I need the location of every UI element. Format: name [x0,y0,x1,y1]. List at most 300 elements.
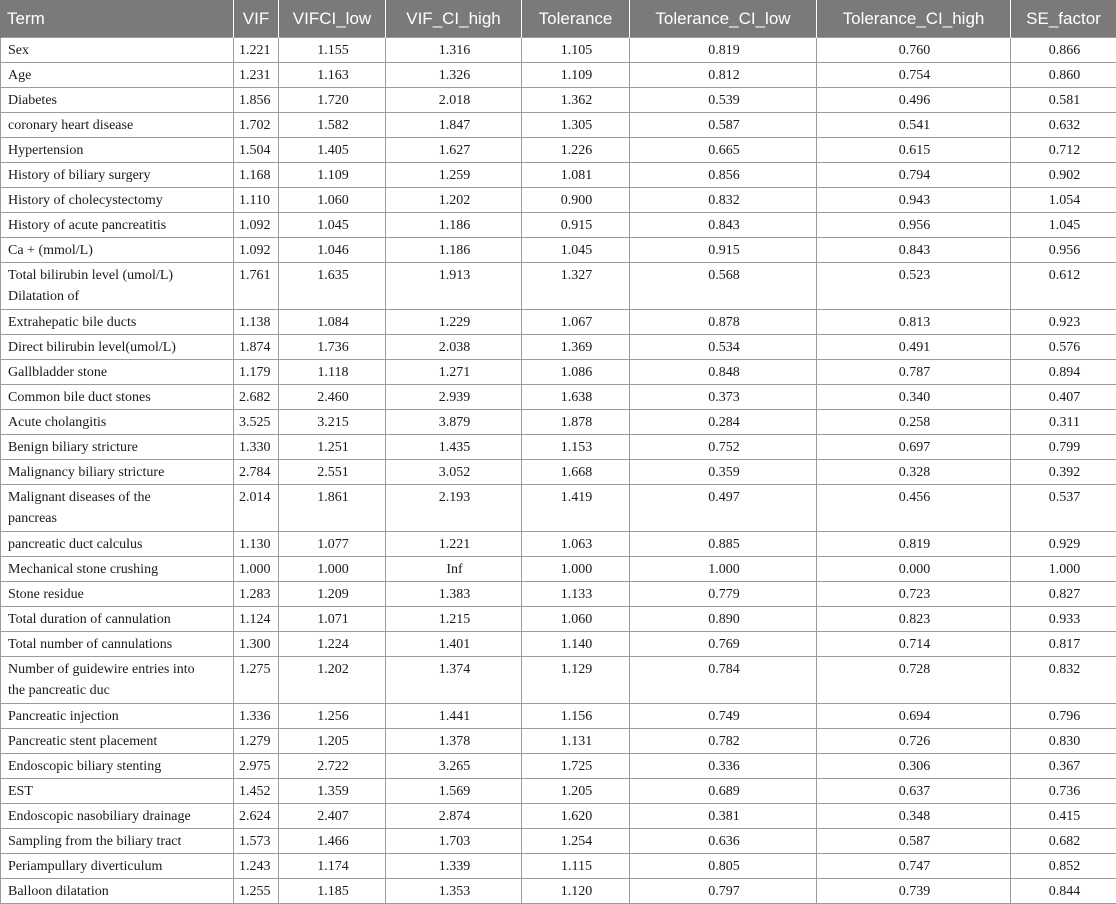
term-label: Direct bilirubin level(umol/L) [8,340,176,355]
vif-cell: 2.784 [234,460,279,485]
term-label: Total bilirubin level (umol/L) [8,268,173,283]
tolerance-ci-high-cell: 0.637 [817,779,1011,804]
tolerance-cell: 1.305 [522,113,630,138]
table-row [1,310,1116,335]
tolerance-ci-high-cell: 0.843 [817,238,1011,263]
se-factor-cell: 1.000 [1011,557,1116,582]
tolerance-cell: 1.362 [522,88,630,113]
tolerance-ci-high-cell: 0.541 [817,113,1011,138]
vif-cell: 2.975 [234,754,279,779]
table-body [1,38,1116,904]
term-cell [1,410,234,435]
table-row [1,385,1116,410]
term-label: Balloon dilatation [8,884,109,899]
vif-ci-low-cell: 1.635 [279,263,386,310]
term-label: Extrahepatic bile ducts [8,315,136,330]
tolerance-ci-low-cell: 0.665 [630,138,817,163]
vif-cell: 1.000 [234,557,279,582]
tolerance-ci-high-cell: 0.794 [817,163,1011,188]
term-label: Ca + (mmol/L) [8,243,93,258]
header-term: Term [1,0,234,38]
header-vif-ci-high: VIF_CI_high [386,0,522,38]
vif-ci-low-cell: 1.861 [279,485,386,532]
vif-ci-low-cell: 1.118 [279,360,386,385]
tolerance-cell: 1.063 [522,532,630,557]
vif-ci-low-cell: 1.209 [279,582,386,607]
se-factor-cell: 0.844 [1011,879,1116,904]
tolerance-cell: 1.115 [522,854,630,879]
table-row [1,63,1116,88]
term-label: Periampullary diverticulum [8,859,162,874]
vif-ci-low-cell: 1.224 [279,632,386,657]
tolerance-ci-high-cell: 0.760 [817,38,1011,63]
vif-cell: 1.283 [234,582,279,607]
header-row [1,0,1116,38]
tolerance-cell: 1.327 [522,263,630,310]
vif-cell: 1.179 [234,360,279,385]
table-row [1,263,1116,310]
vif-cell: 2.014 [234,485,279,532]
header-tolerance: Tolerance [522,0,630,38]
vif-ci-low-cell: 1.202 [279,657,386,704]
term-label: History of cholecystectomy [8,193,163,208]
term-cell [1,113,234,138]
tolerance-ci-low-cell: 0.534 [630,335,817,360]
tolerance-ci-low-cell: 0.878 [630,310,817,335]
vif-ci-high-cell: 2.193 [386,485,522,532]
vif-cell: 1.138 [234,310,279,335]
tolerance-ci-low-cell: 0.539 [630,88,817,113]
vif-ci-high-cell: 1.378 [386,729,522,754]
table-row [1,485,1116,532]
term-label-line2: the pancreatic duc [8,683,110,698]
vif-ci-low-cell: 1.256 [279,704,386,729]
term-cell [1,557,234,582]
term-label: pancreatic duct calculus [8,537,142,552]
vif-cell: 1.573 [234,829,279,854]
tolerance-ci-low-cell: 0.779 [630,582,817,607]
tolerance-ci-low-cell: 0.568 [630,263,817,310]
table-row [1,582,1116,607]
vif-ci-high-cell: 1.374 [386,657,522,704]
vif-ci-low-cell: 2.407 [279,804,386,829]
vif-ci-high-cell: 1.383 [386,582,522,607]
vif-ci-low-cell: 1.736 [279,335,386,360]
se-factor-cell: 0.923 [1011,310,1116,335]
term-cell [1,138,234,163]
tolerance-cell: 1.725 [522,754,630,779]
tolerance-cell: 1.086 [522,360,630,385]
term-label: Number of guidewire entries into [8,662,195,677]
vif-ci-low-cell: 1.155 [279,38,386,63]
tolerance-ci-low-cell: 0.819 [630,38,817,63]
tolerance-cell: 1.153 [522,435,630,460]
term-cell [1,38,234,63]
vif-ci-high-cell: 3.265 [386,754,522,779]
vif-ci-low-cell: 1.163 [279,63,386,88]
table-row [1,435,1116,460]
tolerance-cell: 0.900 [522,188,630,213]
se-factor-cell: 1.045 [1011,213,1116,238]
vif-ci-high-cell: 1.326 [386,63,522,88]
vif-ci-low-cell: 1.109 [279,163,386,188]
vif-ci-high-cell: 1.847 [386,113,522,138]
term-cell [1,310,234,335]
term-cell [1,582,234,607]
vif-ci-high-cell: 3.052 [386,460,522,485]
tolerance-ci-low-cell: 0.856 [630,163,817,188]
vif-cell: 1.092 [234,238,279,263]
vif-cell: 1.336 [234,704,279,729]
tolerance-cell: 1.638 [522,385,630,410]
se-factor-cell: 0.367 [1011,754,1116,779]
se-factor-cell: 0.860 [1011,63,1116,88]
tolerance-ci-low-cell: 0.336 [630,754,817,779]
term-label: Endoscopic biliary stenting [8,759,161,774]
tolerance-cell: 1.105 [522,38,630,63]
tolerance-cell: 1.060 [522,607,630,632]
term-label: Benign biliary stricture [8,440,138,455]
term-cell [1,88,234,113]
tolerance-cell: 1.067 [522,310,630,335]
tolerance-ci-high-cell: 0.754 [817,63,1011,88]
tolerance-ci-high-cell: 0.348 [817,804,1011,829]
se-factor-cell: 0.799 [1011,435,1116,460]
tolerance-ci-low-cell: 0.381 [630,804,817,829]
tolerance-ci-low-cell: 0.832 [630,188,817,213]
term-cell [1,879,234,904]
table-row [1,532,1116,557]
tolerance-cell: 1.226 [522,138,630,163]
term-cell [1,213,234,238]
term-cell [1,460,234,485]
vif-ci-high-cell: 3.879 [386,410,522,435]
vif-ci-low-cell: 2.722 [279,754,386,779]
tolerance-cell: 1.254 [522,829,630,854]
vif-cell: 1.504 [234,138,279,163]
term-cell [1,263,234,310]
se-factor-cell: 0.956 [1011,238,1116,263]
vif-ci-low-cell: 1.205 [279,729,386,754]
term-cell [1,607,234,632]
tolerance-cell: 1.620 [522,804,630,829]
header-vif: VIF [234,0,279,38]
se-factor-cell: 0.612 [1011,263,1116,310]
vif-ci-low-cell: 1.359 [279,779,386,804]
tolerance-ci-high-cell: 0.523 [817,263,1011,310]
tolerance-ci-low-cell: 0.797 [630,879,817,904]
tolerance-ci-high-cell: 0.943 [817,188,1011,213]
se-factor-cell: 0.682 [1011,829,1116,854]
table-row [1,657,1116,704]
table-row [1,138,1116,163]
tolerance-ci-low-cell: 0.749 [630,704,817,729]
table-row [1,38,1116,63]
vif-ci-low-cell: 1.251 [279,435,386,460]
term-cell [1,632,234,657]
vif-cell: 1.279 [234,729,279,754]
term-cell [1,238,234,263]
table-row [1,335,1116,360]
se-factor-cell: 0.827 [1011,582,1116,607]
table-row [1,557,1116,582]
vif-ci-low-cell: 1.084 [279,310,386,335]
se-factor-cell: 0.933 [1011,607,1116,632]
vif-cell: 1.702 [234,113,279,138]
vif-cell: 1.130 [234,532,279,557]
vif-cell: 1.275 [234,657,279,704]
table-row [1,879,1116,904]
tolerance-ci-low-cell: 0.784 [630,657,817,704]
header-tolerance-ci-low: Tolerance_CI_low [630,0,817,38]
vif-ci-high-cell: 1.259 [386,163,522,188]
vif-ci-low-cell: 1.046 [279,238,386,263]
vif-ci-high-cell: 2.939 [386,385,522,410]
table-row [1,854,1116,879]
tolerance-ci-high-cell: 0.496 [817,88,1011,113]
term-label: coronary heart disease [8,118,133,133]
term-cell [1,779,234,804]
vif-ci-low-cell: 1.174 [279,854,386,879]
tolerance-ci-low-cell: 0.885 [630,532,817,557]
vif-ci-high-cell: 1.229 [386,310,522,335]
vif-ci-high-cell: 1.221 [386,532,522,557]
tolerance-ci-low-cell: 0.636 [630,829,817,854]
vif-ci-high-cell: 1.627 [386,138,522,163]
term-label: Endoscopic nasobiliary drainage [8,809,191,824]
header-vif-ci-low: VIFCI_low [279,0,386,38]
tolerance-cell: 1.131 [522,729,630,754]
vif-ci-low-cell: 2.460 [279,385,386,410]
tolerance-ci-low-cell: 0.843 [630,213,817,238]
table-row [1,360,1116,385]
vif-ci-low-cell: 1.405 [279,138,386,163]
term-label: Hypertension [8,143,83,158]
se-factor-cell: 0.581 [1011,88,1116,113]
tolerance-ci-high-cell: 0.615 [817,138,1011,163]
table-row [1,704,1116,729]
table-row [1,779,1116,804]
term-label: Sampling from the biliary tract [8,834,181,849]
se-factor-cell: 0.796 [1011,704,1116,729]
tolerance-cell: 1.000 [522,557,630,582]
tolerance-ci-low-cell: 0.812 [630,63,817,88]
table-row [1,88,1116,113]
tolerance-ci-low-cell: 0.782 [630,729,817,754]
vif-cell: 1.761 [234,263,279,310]
tolerance-cell: 1.205 [522,779,630,804]
term-cell [1,385,234,410]
term-cell [1,188,234,213]
term-cell [1,435,234,460]
se-factor-cell: 0.407 [1011,385,1116,410]
tolerance-cell: 1.045 [522,238,630,263]
term-label: Malignancy biliary stricture [8,465,164,480]
vif-ci-high-cell: 1.401 [386,632,522,657]
se-factor-cell: 0.894 [1011,360,1116,385]
term-cell [1,854,234,879]
tolerance-ci-low-cell: 0.689 [630,779,817,804]
term-label: Acute cholangitis [8,415,106,430]
table-row [1,632,1116,657]
vif-cell: 2.682 [234,385,279,410]
term-label: Total duration of cannulation [8,612,171,627]
term-cell [1,704,234,729]
term-cell [1,532,234,557]
vif-ci-low-cell: 1.071 [279,607,386,632]
tolerance-cell: 1.668 [522,460,630,485]
se-factor-cell: 0.866 [1011,38,1116,63]
vif-ci-low-cell: 1.185 [279,879,386,904]
term-label: Malignant diseases of the [8,490,151,505]
tolerance-cell: 1.109 [522,63,630,88]
vif-ci-high-cell: 1.353 [386,879,522,904]
se-factor-cell: 0.712 [1011,138,1116,163]
tolerance-ci-low-cell: 0.890 [630,607,817,632]
tolerance-ci-low-cell: 1.000 [630,557,817,582]
vif-ci-high-cell: 1.186 [386,213,522,238]
term-cell [1,63,234,88]
tolerance-ci-high-cell: 0.726 [817,729,1011,754]
vif-cell: 1.452 [234,779,279,804]
vif-ci-low-cell: 1.077 [279,532,386,557]
term-cell [1,485,234,532]
vif-cell: 1.092 [234,213,279,238]
tolerance-cell: 1.133 [522,582,630,607]
table-header [1,0,1116,38]
table-row [1,163,1116,188]
tolerance-ci-high-cell: 0.587 [817,829,1011,854]
vif-ci-high-cell: 1.339 [386,854,522,879]
tolerance-ci-high-cell: 0.819 [817,532,1011,557]
vif-cell: 1.110 [234,188,279,213]
vif-ci-high-cell: 1.186 [386,238,522,263]
term-cell [1,729,234,754]
term-label: Pancreatic stent placement [8,734,157,749]
tolerance-ci-low-cell: 0.359 [630,460,817,485]
vif-cell: 1.874 [234,335,279,360]
vif-ci-high-cell: 1.435 [386,435,522,460]
tolerance-ci-high-cell: 0.697 [817,435,1011,460]
tolerance-ci-high-cell: 0.739 [817,879,1011,904]
vif-cell: 1.856 [234,88,279,113]
tolerance-cell: 1.140 [522,632,630,657]
se-factor-cell: 0.537 [1011,485,1116,532]
tolerance-ci-high-cell: 0.747 [817,854,1011,879]
term-label: Common bile duct stones [8,390,151,405]
tolerance-ci-high-cell: 0.000 [817,557,1011,582]
table-row [1,829,1116,854]
vif-ci-high-cell: 1.316 [386,38,522,63]
tolerance-ci-high-cell: 0.491 [817,335,1011,360]
vif-ci-low-cell: 2.551 [279,460,386,485]
se-factor-cell: 0.311 [1011,410,1116,435]
vif-ci-low-cell: 1.466 [279,829,386,854]
vif-ci-low-cell: 1.000 [279,557,386,582]
tolerance-ci-high-cell: 0.340 [817,385,1011,410]
tolerance-cell: 1.120 [522,879,630,904]
term-cell [1,657,234,704]
se-factor-cell: 0.576 [1011,335,1116,360]
tolerance-cell: 0.915 [522,213,630,238]
table-row [1,188,1116,213]
table-row [1,113,1116,138]
tolerance-ci-high-cell: 0.787 [817,360,1011,385]
term-label: History of biliary surgery [8,168,150,183]
tolerance-ci-high-cell: 0.456 [817,485,1011,532]
vif-ci-high-cell: 1.202 [386,188,522,213]
table-row [1,754,1116,779]
tolerance-ci-high-cell: 0.328 [817,460,1011,485]
table-row [1,460,1116,485]
vif-ci-high-cell: 1.441 [386,704,522,729]
tolerance-cell: 1.129 [522,657,630,704]
vif-ci-high-cell: 2.018 [386,88,522,113]
tolerance-ci-low-cell: 0.587 [630,113,817,138]
term-label: History of acute pancreatitis [8,218,166,233]
vif-ci-low-cell: 1.060 [279,188,386,213]
term-cell [1,335,234,360]
vif-ci-high-cell: 1.703 [386,829,522,854]
se-factor-cell: 0.392 [1011,460,1116,485]
vif-cell: 1.330 [234,435,279,460]
vif-ci-high-cell: 2.874 [386,804,522,829]
vif-cell: 1.243 [234,854,279,879]
tolerance-cell: 1.369 [522,335,630,360]
vif-cell: 1.221 [234,38,279,63]
term-label: Gallbladder stone [8,365,107,380]
vif-cell: 1.124 [234,607,279,632]
tolerance-ci-high-cell: 0.258 [817,410,1011,435]
tolerance-ci-low-cell: 0.284 [630,410,817,435]
se-factor-cell: 0.830 [1011,729,1116,754]
tolerance-cell: 1.878 [522,410,630,435]
term-label-line2: Dilatation of [8,289,79,304]
vif-ci-low-cell: 3.215 [279,410,386,435]
tolerance-ci-low-cell: 0.497 [630,485,817,532]
tolerance-cell: 1.419 [522,485,630,532]
se-factor-cell: 0.902 [1011,163,1116,188]
se-factor-cell: 0.852 [1011,854,1116,879]
se-factor-cell: 0.736 [1011,779,1116,804]
header-se-factor: SE_factor [1011,0,1116,38]
se-factor-cell: 1.054 [1011,188,1116,213]
tolerance-ci-low-cell: 0.752 [630,435,817,460]
tolerance-ci-high-cell: 0.306 [817,754,1011,779]
tolerance-ci-low-cell: 0.769 [630,632,817,657]
term-label: Stone residue [8,587,84,602]
vif-cell: 2.624 [234,804,279,829]
term-cell [1,163,234,188]
vif-ci-low-cell: 1.720 [279,88,386,113]
tolerance-ci-high-cell: 0.694 [817,704,1011,729]
table-row [1,804,1116,829]
table-row [1,729,1116,754]
vif-cell: 1.168 [234,163,279,188]
tolerance-ci-low-cell: 0.848 [630,360,817,385]
term-cell [1,829,234,854]
term-cell [1,360,234,385]
tolerance-cell: 1.081 [522,163,630,188]
tolerance-ci-low-cell: 0.915 [630,238,817,263]
term-label: Diabetes [8,93,57,108]
tolerance-ci-high-cell: 0.823 [817,607,1011,632]
header-tolerance-ci-high: Tolerance_CI_high [817,0,1011,38]
table-row [1,238,1116,263]
tolerance-ci-high-cell: 0.728 [817,657,1011,704]
term-label: Sex [8,43,29,58]
vif-cell: 1.255 [234,879,279,904]
